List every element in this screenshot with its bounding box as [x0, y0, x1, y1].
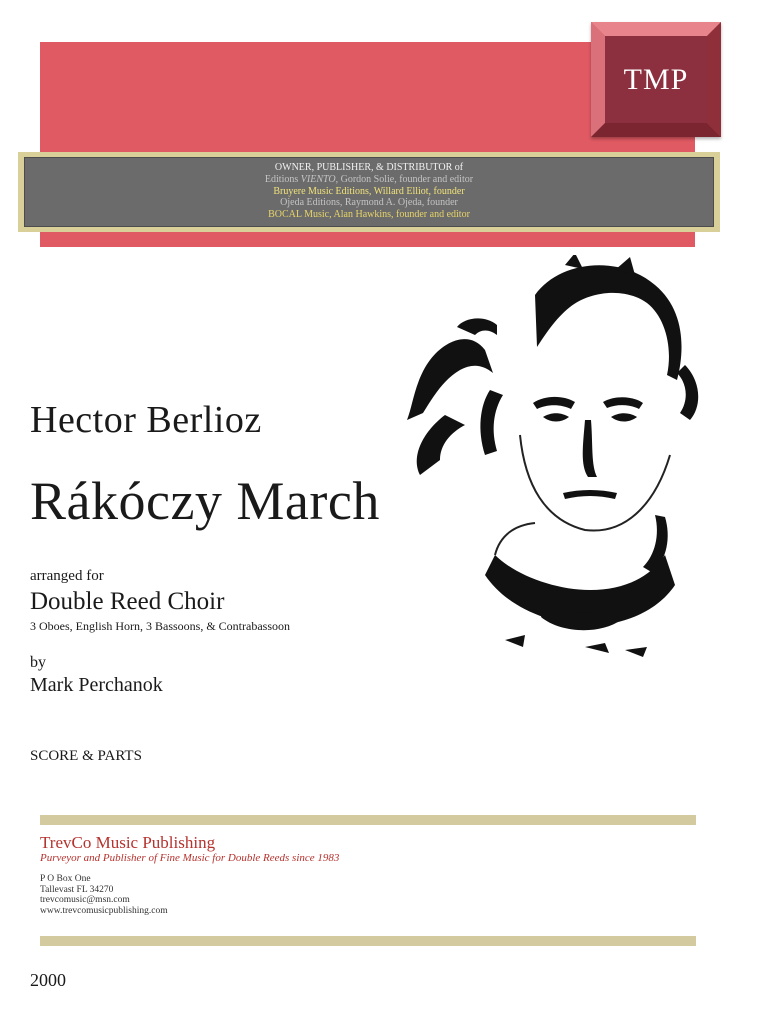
owner-publisher-panel: [18, 152, 720, 232]
instrumentation: 3 Oboes, English Horn, 3 Bassoons, & Contrabassoon: [30, 619, 290, 633]
arranged-for-label: arranged for: [30, 568, 104, 584]
tmp-logo-text: TMP: [623, 62, 689, 96]
arranger-name: Mark Perchanok: [30, 674, 163, 696]
tmp-logo-badge: [591, 22, 721, 137]
publisher-contact: [40, 874, 168, 916]
owner-line-bruyere: Bruyere Music Editions, Willard Elliot, founder: [273, 185, 465, 197]
edition-label: SCORE & PARTS: [30, 748, 142, 764]
top-divider: [40, 815, 696, 825]
publisher-name: TrevCo Music Publishing: [40, 833, 216, 852]
bottom-divider: [40, 936, 696, 946]
owner-line-bocal: BOCAL Music, Alan Hawkins, founder and editor: [268, 209, 470, 221]
publisher-website: www.trevcomusicpublishing.com: [40, 905, 168, 916]
publisher-email: trevcomusic@msn.com: [40, 895, 130, 905]
by-label: by: [30, 654, 46, 671]
composer-portrait: [385, 255, 715, 675]
address-line-1: P O Box One: [40, 874, 91, 884]
publication-year: 2000: [30, 970, 66, 990]
ensemble-name: Double Reed Choir: [30, 588, 225, 615]
piece-title: Rákóczy March: [30, 471, 380, 531]
owner-heading: OWNER, PUBLISHER, & DISTRIBUTOR of: [274, 162, 464, 173]
address-line-2: Tallevast FL 34270: [40, 884, 114, 895]
publisher-tagline: Purveyor and Publisher of Fine Music for Double Reeds since 1983: [40, 852, 340, 864]
owner-line-viento: Editions VIENTO, Gordon Solie, founder and editor: [264, 173, 474, 185]
composer-name: Hector Berlioz: [30, 399, 262, 441]
owner-line-ojeda: Ojeda Editions, Raymond A. Ojeda, founder: [280, 197, 458, 209]
